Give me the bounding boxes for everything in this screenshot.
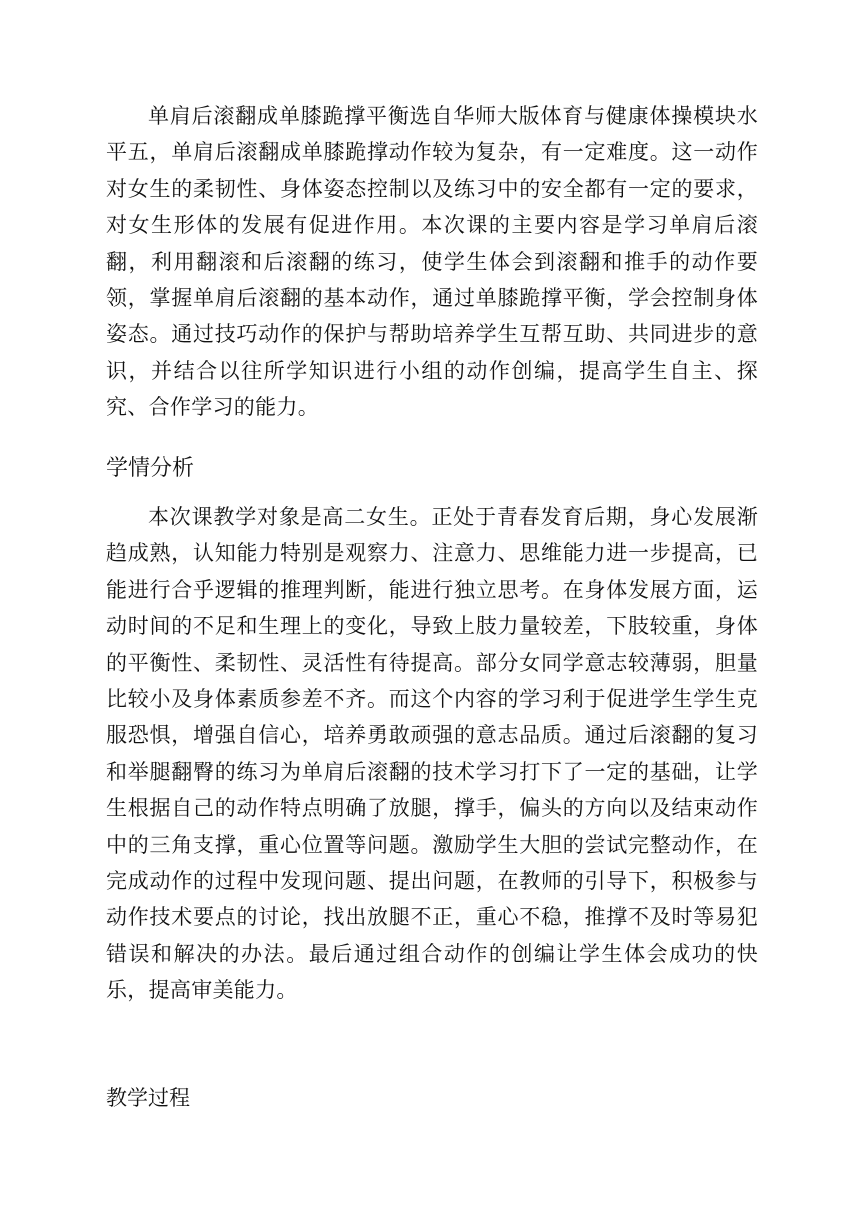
section-heading-teaching-process: 教学过程 xyxy=(106,1086,190,1110)
paragraph-lesson-content: 单肩后滚翻成单膝跪撑平衡选自华师大版体育与健康体操模块水平五，单肩后滚翻成单膝跪撑动作较为复杂，有一定难度。这一动作对女生的柔韧性、身体姿态控制以及练习中的安全都有一定的要求，对女生形体的发展有促进作用。本次课的主要内容是学习单肩后滚翻，利用翻滚和后滚翻的练习，使学生体会到滚翻和推手的动作要领，掌握单肩后滚翻的基本动作，通过单膝跪撑平衡，学会控制身体姿态。通过技巧动作的保护与帮助培养学生互帮互助、共同进步的意识，并结合以往所学知识进行小组的动作创编，提高学生自主、探究、合作学习的能力。 xyxy=(106,104,758,420)
section-heading-student-analysis: 学情分析 xyxy=(106,456,195,481)
paragraph-student-analysis: 本次课教学对象是高二女生。正处于青春发育后期，身心发展渐趋成熟，认知能力特别是观察力、注意力、思维能力进一步提高，已能进行合乎逻辑的推理判断，能进行独立思考。在身体发展方面，运动时间的不足和生理上的变化，导致上肢力量较差，下肢较重，身体的平衡性、柔韧性、灵活性有待提高。部分女同学意志较薄弱，胆量比较小及身体素质参差不齐。而这个内容的学习利于促进学生学生克服恐惧，增强自信心，培养勇敢顽强的意志品质。通过后滚翻的复习和举腿翻臀的练习为单肩后滚翻的技术学习打下了一定的基础，让学生根据自己的动作特点明确了放腿，撑手，偏头的方向以及结束动作中的三角支撑，重心位置等问题。激励学生大胆的尝试完整动作，在完成动作的过程中发现问题、提出问题，在教师的引导下，积极参与动作技术要点的讨论，找出放腿不正，重心不稳，推撑不及时等易犯错误和解决的办法。最后通过组合动作的创编让学生体会成功的快乐，提高审美能力。 xyxy=(106,505,758,1003)
